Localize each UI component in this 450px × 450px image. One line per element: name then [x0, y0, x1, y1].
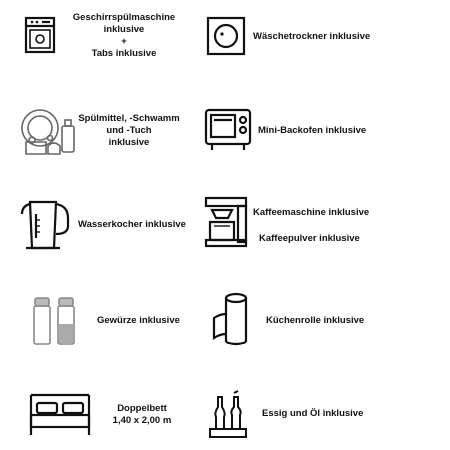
dish-soap-icon [20, 106, 78, 158]
coffee-machine-label: Kaffeemaschine inklusive [253, 207, 370, 218]
dish-soap-label-1: Spülmittel, -Schwamm [78, 113, 180, 124]
mini-oven-icon [204, 108, 252, 152]
kettle-icon [20, 194, 72, 250]
dishwasher-label-3: + [121, 36, 127, 47]
coffee-machine-icon [204, 196, 248, 248]
double-bed-icon [27, 393, 93, 437]
spices-label: Gewürze inklusive [97, 315, 180, 326]
dryer-label: Wäschetrockner inklusive [253, 31, 371, 42]
paper-towel-label: Küchenrolle inklusive [266, 315, 365, 326]
kettle-label: Wasserkocher inklusive [78, 219, 186, 230]
dishwasher-label-2: inklusive [103, 24, 145, 35]
dishwasher-label-4: Tabs inklusive [91, 48, 157, 59]
dish-soap-label-2: und -Tuch [106, 125, 152, 136]
coffee-powder-label: Kaffeepulver inklusive [259, 233, 360, 244]
dryer-icon [206, 16, 246, 56]
salt-pepper-icon [32, 296, 76, 346]
bed-label-1: Doppelbett [117, 403, 167, 414]
paper-towel-icon [210, 292, 250, 348]
dish-soap-label-3: inklusive [108, 137, 150, 148]
mini-oven-label: Mini-Backofen inklusive [258, 125, 367, 136]
oil-vinegar-label: Essig und Öl inklusive [262, 408, 364, 419]
oil-vinegar-icon [204, 389, 252, 441]
bed-label-2: 1,40 x 2,00 m [112, 415, 172, 426]
dishwasher-label-1: Geschirrspülmaschine [72, 12, 176, 23]
dishwasher-icon [24, 16, 56, 54]
